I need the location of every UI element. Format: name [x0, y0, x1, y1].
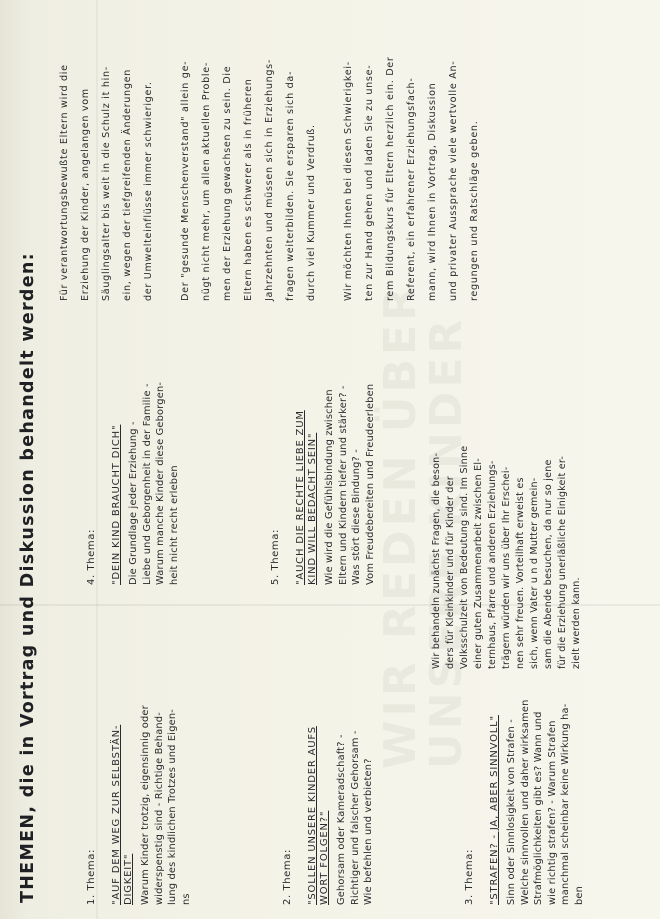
text-line: trägern würden wir uns über Ihr Erschei- — [501, 466, 512, 669]
text-line: ternhaus, Pfarre und anderen Erziehungs- — [487, 460, 498, 669]
thema-title-line: "AUCH DIE RECHTE LIEBE ZUM — [295, 410, 306, 585]
description-line: Vom Freudebereiten und Freudeerleben — [364, 383, 376, 585]
thema-title — [111, 325, 123, 585]
text-line: und privater Aussprache viele wertvolle An- — [448, 60, 459, 301]
description-line: Wie befehlen und verbieten? — [363, 758, 374, 905]
description-line: widerspenstig sind - Richtige Behand- — [153, 712, 165, 905]
intro-text — [54, 6, 485, 301]
description-line: Sinn oder Sinnlosigkeit von Strafen - — [506, 719, 517, 905]
thema-label: 2. Thema: — [282, 849, 293, 905]
thema-title — [295, 325, 319, 585]
thema-title-line: "STRAFEN? - JA, ABER SINNVOLL" — [489, 715, 500, 905]
description-line: heit nicht recht erleben — [168, 465, 180, 585]
thema-description — [127, 325, 181, 585]
text-line: Referent, ein erfahrener Erziehungsfach- — [406, 77, 417, 301]
text-line: Eltern haben es schwerer als in früheren — [243, 78, 254, 301]
thema-title-line: "AUF DEM WEG ZUR SELBSTÄN- — [111, 724, 122, 905]
text-line: Jahrzehnten und müssen sich in Erziehungs- — [264, 58, 275, 301]
thema-label: 3. Thema: — [464, 849, 475, 905]
thema-1 — [86, 605, 193, 905]
thema-4 — [86, 325, 181, 585]
thema-description — [139, 605, 193, 905]
description-line: Welche sinnvollen und daher wirksamen — [519, 699, 531, 905]
text-line: men der Erziehung gewachsen zu sein. Die — [222, 65, 233, 301]
thema-label: 1. Thema: — [86, 849, 97, 905]
thema-title — [111, 605, 135, 905]
description-line: Was stört diese Bindung? - — [351, 449, 362, 585]
text-line: sam die Abende besuchen, da nur so jene — [543, 459, 554, 669]
thema-title-line: WORT FOLGEN?" — [319, 810, 330, 905]
text-line: der Umwelteinflüsse immer schwieriger. — [143, 81, 154, 301]
text-line: sich, wenn Vater u n d Mutter gemein- — [529, 477, 540, 669]
text-line: Wir möchten Ihnen bei diesen Schwierigkei- — [343, 61, 354, 301]
description-line: Eltern und Kindern tiefer und stärker? - — [337, 385, 349, 585]
description-line: wie richtig strafen? - Warum Strafen — [546, 720, 558, 905]
text-line: einer guten Zusammenarbeit zwischen El- — [473, 458, 484, 669]
description-line: Strafmöglichkeiten gibt es? Wann und — [533, 711, 544, 905]
text-line: nen sehr freuen. Vorteilhaft erweist es — [515, 477, 526, 669]
description-line: ben — [573, 885, 585, 905]
text-line: nügt nicht mehr, um allen aktuellen Proble- — [201, 61, 212, 301]
description-line: Die Grundlage jeder Erziehung - — [128, 421, 139, 585]
text-line: regungen und Ratschläge geben. — [469, 120, 480, 301]
thema-description — [323, 325, 377, 585]
description-line: manchmal scheinbar keine Wirkung ha- — [560, 703, 571, 905]
description-line: Wie wird die Gefühlsbindung zwischen — [324, 389, 335, 585]
thema-title-line: "SOLLEN UNSERE KINDER AUFS — [307, 726, 318, 905]
closing-text — [430, 354, 584, 669]
text-line: durch viel Kummer und Verdruß. — [306, 124, 317, 301]
thema-title-line: "DEIN KIND BRAUCHT DICH" — [111, 424, 122, 585]
description-line: Warum manche Kinder diese Geborgen- — [155, 381, 166, 585]
thema-description — [335, 605, 376, 905]
text-line: Wir behandeln zunächst Fragen, die beson- — [431, 452, 442, 669]
text-line: Säuglingsalter bis weit in die Schulz it hin- — [101, 66, 112, 301]
text-line: für die Erziehung unerläßliche Einigkeit er- — [557, 455, 568, 669]
text-line: Erziehung der Kinder, angelangen vom — [80, 88, 91, 301]
text-line: rem Bildungskurs für Eltern herzlich ein. Der — [385, 56, 396, 301]
description-line: ns — [180, 893, 192, 905]
text-line: Der "gesunde Menschenverstand" allein ge- — [180, 60, 191, 301]
text-line: Volksschulzeit von Bedeutung sind. Im Sinne — [459, 445, 470, 669]
page-heading: THEMEN, die in Vortrag und Diskussion behandelt werden: — [18, 252, 38, 903]
thema-5 — [270, 325, 377, 585]
description-line: Gehorsam oder Kameradschaft? - — [336, 734, 347, 905]
thema-label: 4. Thema: — [86, 529, 97, 585]
description-line: Richtiger und falscher Gehorsam - — [349, 730, 361, 905]
watermark-line — [378, 283, 424, 769]
thema-label: 5. Thema: — [270, 529, 281, 585]
text-line: ein, wegen der tiefgreifenden Änderungen — [122, 69, 133, 301]
text-line: ten zur Hand gehen und laden Sie zu unse- — [364, 64, 375, 301]
text-line: zielt werden kann. — [571, 577, 582, 669]
text-line: fragen weiterbilden. Sie ersparen sich da- — [285, 70, 296, 301]
text-line: Für verantwortungsbewußte Eltern wird die — [59, 64, 70, 301]
text-line: mann, wird Ihnen in Vortrag, Diskussion — [427, 82, 438, 301]
thema-2 — [282, 605, 376, 905]
description-line: Warum Kinder trotzig, eigensinnig oder — [140, 705, 151, 905]
thema-title-line: DIGKEIT" — [123, 853, 134, 905]
thema-title — [307, 605, 331, 905]
text-line: ders für Kleinkinder und für Kinder der — [445, 476, 456, 669]
description-line: lung des kindlichen Trotzes und Eigen- — [167, 709, 178, 905]
description-line: Liebe und Geborgenheit in der Familie - — [141, 383, 153, 585]
thema-title-line: KIND WILL BEDACHT SEIN" — [307, 432, 318, 585]
